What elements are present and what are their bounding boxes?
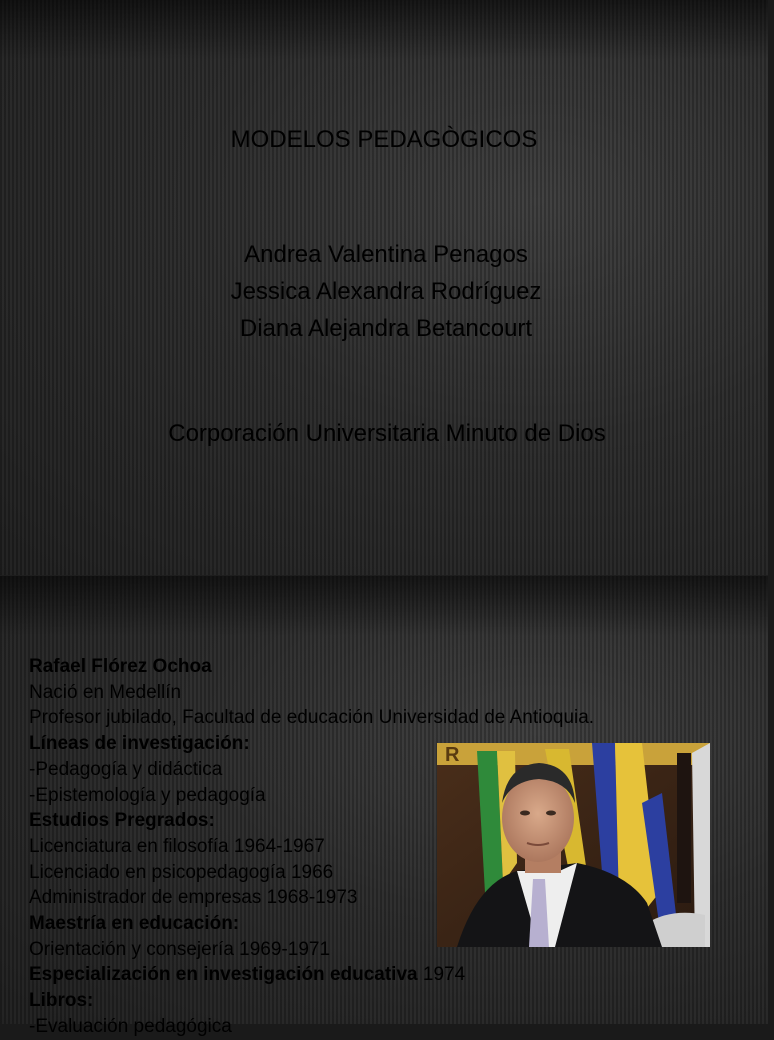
specialization-heading: Especialización en investigación educativa bbox=[29, 964, 418, 986]
specialization-year: 1974 bbox=[417, 964, 466, 986]
institution-name: Corporación Universitaria Minuto de Dios bbox=[168, 420, 606, 447]
svg-text:R: R bbox=[445, 744, 460, 766]
undergrad-item: Licenciado en psicopedagogía 1966 bbox=[29, 861, 334, 883]
person-name: Rafael Flórez Ochoa bbox=[29, 656, 212, 677]
position-text: Profesor jubilado, Facultad de educación Universidad de Antioquia. bbox=[29, 707, 595, 729]
book-item: -Evaluación pedagógica bbox=[29, 1015, 232, 1037]
specialization-line bbox=[29, 962, 729, 988]
biography-slide bbox=[0, 576, 768, 1037]
research-heading: Líneas de investigación: bbox=[29, 733, 250, 755]
research-item: -Epistemología y pedagogía bbox=[29, 784, 266, 806]
portrait-photo bbox=[437, 743, 710, 947]
masters-heading: Maestría en educación: bbox=[29, 913, 240, 935]
books-heading: Libros: bbox=[29, 990, 94, 1012]
author-name: Andrea Valentina Penagos bbox=[244, 241, 528, 268]
portrait-illustration bbox=[437, 743, 710, 947]
authors-list bbox=[0, 236, 772, 347]
birthplace: Nació en Medellín bbox=[29, 681, 182, 703]
author-name: Diana Alejandra Betancourt bbox=[239, 315, 533, 342]
author-name: Jessica Alexandra Rodríguez bbox=[230, 278, 542, 305]
masters-item: Orientación y consejería 1969-1971 bbox=[29, 938, 331, 960]
presentation-title: MODELOS PEDAGÒGICOS bbox=[230, 126, 538, 153]
research-item: -Pedagogía y didáctica bbox=[29, 758, 223, 780]
undergrad-item: Administrador de empresas 1968-1973 bbox=[29, 887, 358, 909]
undergrad-heading: Estudios Pregrados: bbox=[29, 810, 215, 832]
undergrad-item: Licenciatura en filosofía 1964-1967 bbox=[29, 835, 325, 857]
